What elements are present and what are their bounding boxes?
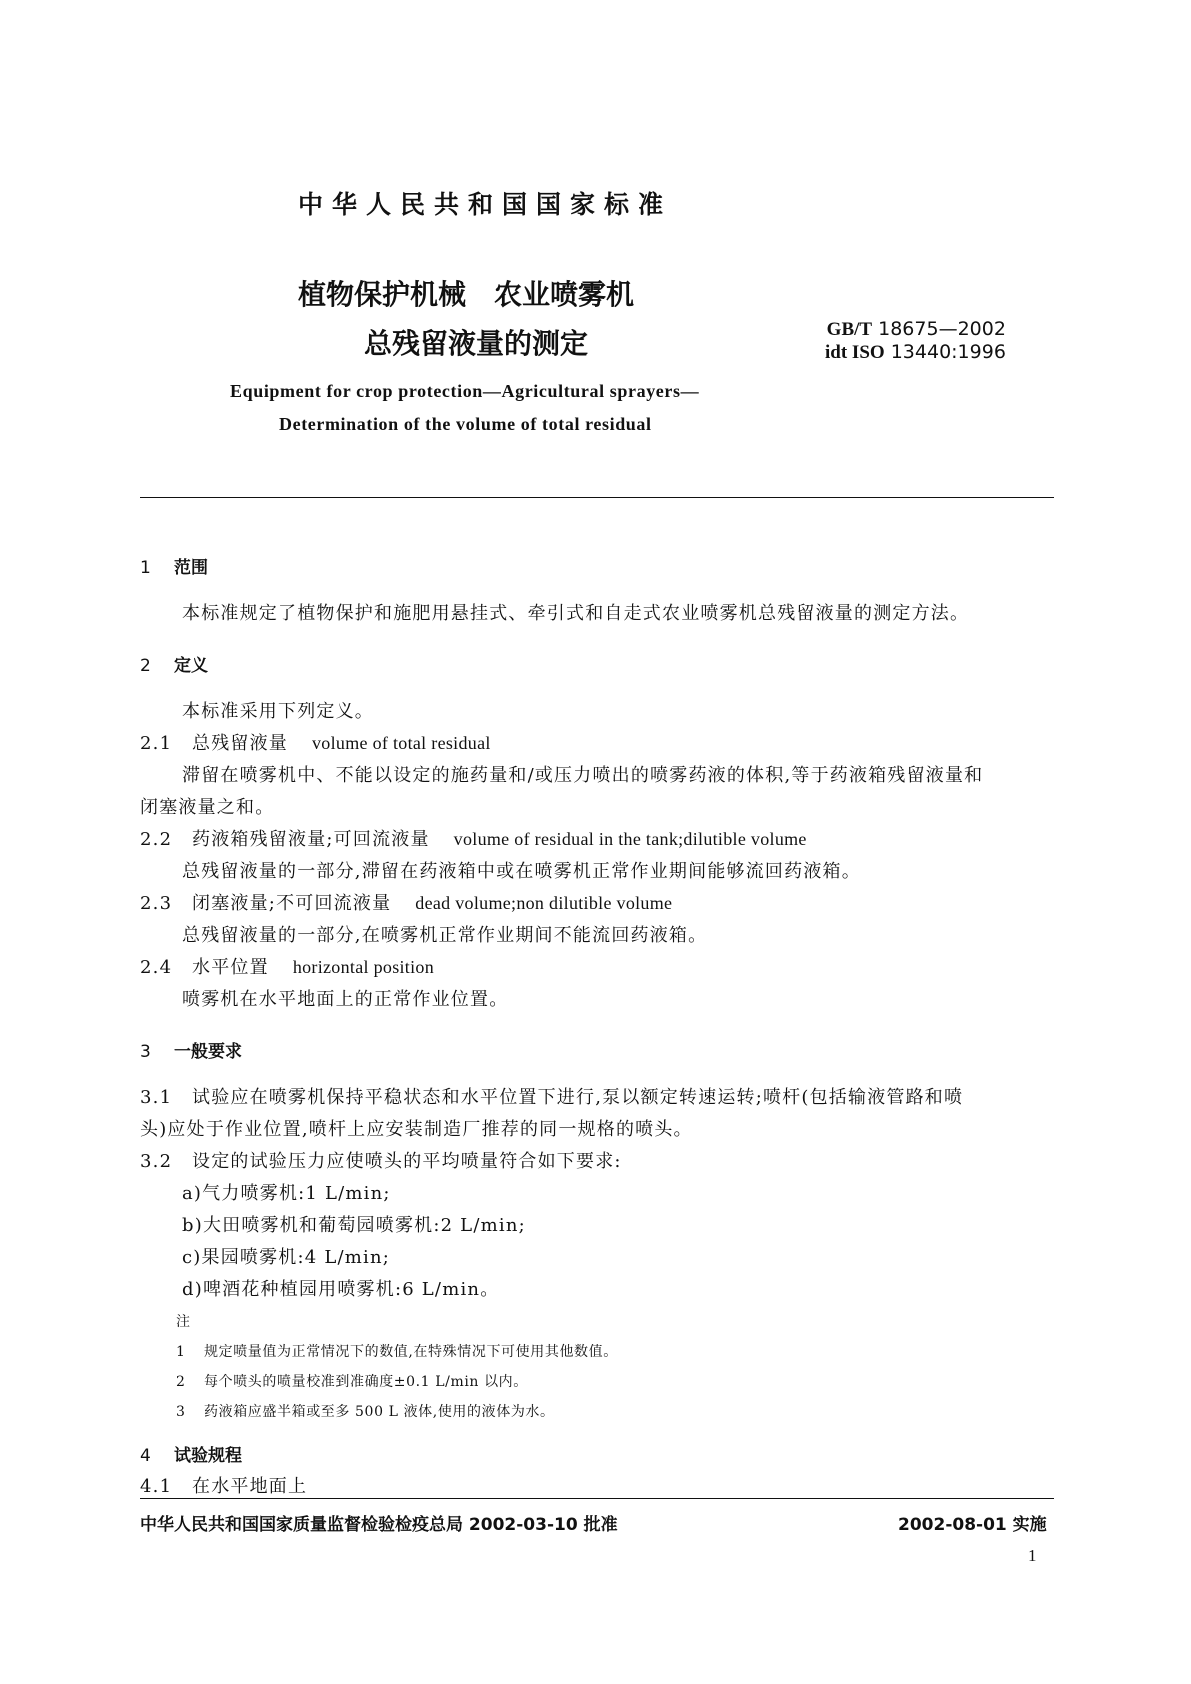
standard-code-block: [825, 318, 1006, 364]
clause-3-1-line-2: 头)应处于作业位置,喷杆上应安装制造厂推荐的同一规格的喷头。: [140, 1119, 693, 1140]
note-text: 每个喷头的喷量校准到准确度±0.1 L/min 以内。: [204, 1374, 528, 1390]
term-cn: 药液箱残留液量;可回流液量: [192, 829, 430, 850]
english-title-line-1: Equipment for crop protection—Agricultural sprayers—: [230, 381, 700, 401]
definition-2-3-text: 总残留液量的一部分,在喷雾机正常作业期间不能流回药液箱。: [182, 925, 708, 946]
definition-2-4-text: 喷雾机在水平地面上的正常作业位置。: [182, 989, 509, 1010]
note-2: [176, 1371, 528, 1391]
clause-4-1: [140, 1472, 307, 1498]
gb-number: 18675—2002: [878, 318, 1006, 340]
note-number: 1: [176, 1344, 186, 1360]
section-3-heading: [140, 1037, 242, 1062]
english-title-line-2: Determination of the volume of total residual: [279, 414, 652, 434]
footer-divider: [140, 1498, 1054, 1499]
approval-line: 中华人民共和国国家质量监督检验检疫总局 2002-03-10 批准: [140, 1515, 618, 1535]
term-cn: 总残留液量: [192, 733, 288, 754]
section-4-heading: [140, 1441, 242, 1466]
page-number: 1: [1028, 1546, 1037, 1565]
definition-2-3-term: [140, 889, 672, 915]
list-item-a: a)气力喷雾机:1 L/min;: [182, 1183, 391, 1204]
clause-text: 试验应在喷雾机保持平稳状态和水平位置下进行,泵以额定转速运转;喷杆(包括输液管路和喷: [192, 1087, 964, 1108]
note-number: 3: [176, 1404, 186, 1420]
section-title: 试验规程: [174, 1446, 242, 1466]
chinese-title-line-2: 总残留液量的测定: [364, 327, 589, 360]
section-number: 1: [140, 558, 151, 578]
section-title: 一般要求: [174, 1042, 242, 1062]
note-text: 药液箱应盛半箱或至多 500 L 液体,使用的液体为水。: [204, 1404, 555, 1420]
section-1-text: 本标准规定了植物保护和施肥用悬挂式、牵引式和自走式农业喷雾机总残留液量的测定方法。: [182, 603, 970, 624]
list-item-b: b)大田喷雾机和葡萄园喷雾机:2 L/min;: [182, 1215, 526, 1236]
section-number: 4: [140, 1446, 151, 1466]
section-number: 3: [140, 1042, 151, 1062]
national-standard-heading: 中华人民共和国国家标准: [298, 190, 673, 219]
clause-number: 2.4: [140, 957, 173, 978]
clause-number: 3.2: [140, 1151, 173, 1172]
idt-number: 13440:1996: [890, 341, 1006, 363]
term-cn: 闭塞液量;不可回流液量: [192, 893, 392, 914]
gb-code: [825, 318, 1006, 341]
term-en: horizontal position: [292, 957, 434, 977]
clause-number: 4.1: [140, 1476, 173, 1497]
term-cn: 水平位置: [192, 957, 269, 978]
clause-3-2: [140, 1147, 622, 1173]
section-number: 2: [140, 656, 151, 676]
term-en: volume of total residual: [312, 733, 491, 753]
clause-number: 2.1: [140, 733, 173, 754]
clause-number: 2.2: [140, 829, 173, 850]
list-item-d: d)啤酒花种植园用喷雾机:6 L/min。: [182, 1279, 500, 1300]
chinese-title-line-1: [298, 273, 634, 313]
note-number: 2: [176, 1374, 186, 1390]
title-cn-part-b: 农业喷雾机: [494, 278, 635, 311]
definition-2-2-text: 总残留液量的一部分,滞留在药液箱中或在喷雾机正常作业期间能够流回药液箱。: [182, 861, 861, 882]
term-en: volume of residual in the tank;dilutible volume: [453, 829, 807, 849]
clause-3-1-line-1: [140, 1083, 963, 1109]
note-label: 注: [176, 1314, 191, 1330]
clause-number: 3.1: [140, 1087, 173, 1108]
note-3: [176, 1401, 555, 1421]
note-1: [176, 1341, 618, 1361]
note-text: 规定喷量值为正常情况下的数值,在特殊情况下可使用其他数值。: [204, 1344, 618, 1360]
list-item-c: c)果园喷雾机:4 L/min;: [182, 1247, 391, 1268]
definition-2-1-term: [140, 729, 491, 755]
definition-2-2-term: [140, 825, 807, 851]
section-1-heading: [140, 553, 208, 578]
clause-text: 在水平地面上: [192, 1476, 308, 1497]
section-title: 定义: [174, 656, 208, 676]
definition-2-4-term: [140, 953, 434, 979]
clause-number: 2.3: [140, 893, 173, 914]
section-title: 范围: [174, 558, 208, 578]
implementation-date: 2002-08-01 实施: [898, 1515, 1047, 1535]
gb-prefix: GB/T: [826, 319, 873, 340]
term-en: dead volume;non dilutible volume: [415, 893, 673, 913]
idt-code: [825, 341, 1006, 364]
clause-text: 设定的试验压力应使喷头的平均喷量符合如下要求:: [192, 1151, 622, 1172]
idt-prefix: idt ISO: [825, 342, 885, 363]
section-2-heading: [140, 651, 208, 676]
definition-2-1-line-1: 滞留在喷雾机中、不能以设定的施药量和/或压力喷出的喷雾药液的体积,等于药液箱残留液量和: [182, 765, 984, 786]
header-divider: [140, 497, 1054, 498]
definition-2-1-line-2: 闭塞液量之和。: [140, 797, 275, 818]
title-cn-part-a: 植物保护机械: [298, 278, 467, 311]
section-2-text: 本标准采用下列定义。: [182, 701, 374, 722]
